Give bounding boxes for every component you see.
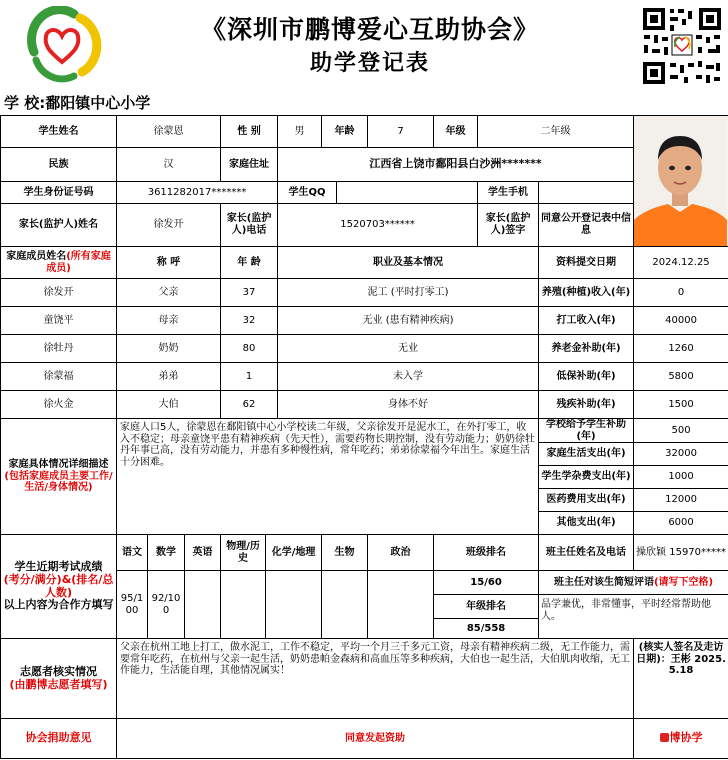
members-header-note: (所有家庭成员) [46, 251, 111, 274]
ethnicity-label: 民族 [1, 148, 117, 182]
member-job[interactable]: 未入学 [278, 363, 539, 391]
org-name [634, 719, 728, 759]
finance-item-value[interactable]: 1500 [634, 391, 728, 419]
finance-item-label: 其他支出(年) [539, 512, 634, 535]
grade-value[interactable]: 二年级 [478, 116, 634, 148]
subject-header: 语文 [117, 535, 148, 571]
finance-item-value[interactable]: 12000 [634, 489, 728, 512]
student-qq-label: 学生QQ [278, 182, 337, 204]
subject-score[interactable] [368, 571, 434, 639]
teacher-eval-note: (请写下空格) [653, 576, 714, 588]
student-id-label: 学生身份证号码 [1, 182, 117, 204]
grade-rank-value[interactable]: 85/558 [434, 619, 539, 639]
member-relation[interactable]: 母亲 [117, 307, 221, 335]
members-header [1, 247, 117, 279]
gender-label: 性 别 [221, 116, 278, 148]
opinion-value[interactable]: 同意发起资助 [117, 719, 634, 759]
verify-signature[interactable]: (核实人签名及走访日期)：王彬 2025.5.18 [634, 639, 728, 719]
student-id-value[interactable]: 3611282017******* [117, 182, 278, 204]
subject-header: 物理/历史 [221, 535, 266, 571]
finance-item-value[interactable]: 1260 [634, 335, 728, 363]
exam-header [1, 535, 117, 639]
gender-value[interactable]: 男 [278, 116, 322, 148]
subject-score[interactable]: 95/100 [117, 571, 148, 639]
qr-code-icon [640, 5, 724, 87]
finance-item-label: 养老金补助(年) [539, 335, 634, 363]
member-job[interactable]: 无业 [278, 335, 539, 363]
finance-item-value[interactable]: 0 [634, 279, 728, 307]
member-relation[interactable]: 大伯 [117, 391, 221, 419]
school-name: 学 校:鄱阳镇中心小学 [4, 94, 151, 112]
guardian-name-label: 家长(监护人)姓名 [1, 203, 117, 246]
finance-item-label: 低保补助(年) [539, 363, 634, 391]
exam-label: 学生近期考试成绩 [14, 560, 103, 574]
teacher-eval-text[interactable]: 品学兼优，非常懂事，平时经常帮助他人。 [539, 595, 728, 639]
member-age[interactable]: 80 [221, 335, 278, 363]
finance-item-value[interactable]: 32000 [634, 443, 728, 466]
form-subtitle: 助学登记表 [309, 50, 430, 76]
finance-item-value[interactable]: 1000 [634, 466, 728, 489]
grade-rank-label: 年级排名 [434, 595, 539, 619]
subject-score[interactable] [221, 571, 266, 639]
association-logo [22, 6, 102, 84]
address-value[interactable]: 江西省上饶市鄱阳县白沙洲******* [278, 148, 634, 182]
student-qq-value[interactable] [337, 182, 478, 204]
job-column-header: 职业及基本情况 [278, 247, 539, 279]
member-name[interactable]: 徐牡丹 [1, 335, 117, 363]
opinion-label: 协会捐助意见 [1, 719, 117, 759]
guardian-sign-value[interactable]: 同意公开登记表中信息 [539, 203, 634, 246]
member-relation[interactable]: 弟弟 [117, 363, 221, 391]
member-name[interactable]: 徐蒙福 [1, 363, 117, 391]
finance-item-label: 学生学杂费支出(年) [539, 466, 634, 489]
teacher-eval-label: 班主任对该生简短评语 [553, 576, 654, 588]
finance-item-label: 家庭生活支出(年) [539, 443, 634, 466]
teacher-eval-header [539, 571, 728, 595]
subject-header: 生物 [322, 535, 368, 571]
volunteer-header [1, 639, 117, 719]
registration-table [0, 115, 728, 759]
exam-note-2: 以上内容为合作方填写 [3, 598, 114, 612]
finance-item-label: 残疾补助(年) [539, 391, 634, 419]
guardian-phone-label: 家长(监护人)电话 [221, 203, 278, 246]
finance-item-label: 医药费用支出(年) [539, 489, 634, 512]
org-name-text: 博协学 [669, 731, 703, 745]
class-rank-label: 班级排名 [434, 535, 539, 571]
age-column-header: 年 龄 [221, 247, 278, 279]
student-name-label: 学生姓名 [1, 116, 117, 148]
age-value[interactable]: 7 [368, 116, 434, 148]
finance-item-label: 学校给予学生补助(年) [539, 419, 634, 443]
age-label: 年龄 [322, 116, 368, 148]
subject-header: 数学 [148, 535, 185, 571]
guardian-phone-value[interactable]: 1520703****** [278, 203, 478, 246]
family-detail-label: 家庭具体情况详细描述 [8, 459, 109, 471]
member-age[interactable]: 32 [221, 307, 278, 335]
subject-header: 政治 [368, 535, 434, 571]
family-detail-note: (包括家庭成员主要工作/生活/身体情况) [4, 470, 113, 494]
submit-date-label: 资料提交日期 [539, 247, 634, 279]
subject-score[interactable] [185, 571, 221, 639]
finance-item-value[interactable]: 500 [634, 419, 728, 443]
class-rank-value[interactable]: 15/60 [434, 571, 539, 595]
volunteer-note: (由鹏博志愿者填写) [9, 677, 108, 691]
member-age[interactable]: 1 [221, 363, 278, 391]
student-name[interactable]: 徐蒙恩 [117, 116, 221, 148]
submit-date-value[interactable]: 2024.12.25 [634, 247, 728, 279]
guardian-sign-label: 家长(监护人)签字 [478, 203, 539, 246]
address-label: 家庭住址 [221, 148, 278, 182]
teacher-label: 班主任姓名及电话 [539, 535, 634, 571]
relation-column-header: 称 呼 [117, 247, 221, 279]
finance-item-value[interactable]: 5800 [634, 363, 728, 391]
finance-item-label: 打工收入(年) [539, 307, 634, 335]
member-age[interactable]: 62 [221, 391, 278, 419]
member-job[interactable]: 身体不好 [278, 391, 539, 419]
subject-header: 英语 [185, 535, 221, 571]
subject-score[interactable]: 92/100 [148, 571, 185, 639]
subject-score[interactable] [322, 571, 368, 639]
member-relation[interactable]: 奶奶 [117, 335, 221, 363]
form-title: 《深圳市鹏博爱心互助协会》 [200, 15, 539, 44]
family-detail-text[interactable]: 家庭人口5人，徐蒙恩在鄱阳镇中心小学校读二年级，父亲徐发开是泥水工，在外打零工，收入不稳定；母亲童饶平患有精神疾病（先天性），需要药物长期控制，没有劳动能力；奶奶徐牡丹年事已高，没有劳动能力，并患有多种慢性病，常年吃药；弟弟徐蒙福今年出生。家庭生活十分困难。 [117, 419, 539, 535]
member-name[interactable]: 徐发开 [1, 279, 117, 307]
student-photo [634, 116, 728, 247]
finance-item-value[interactable]: 40000 [634, 307, 728, 335]
member-name[interactable]: 徐火金 [1, 391, 117, 419]
member-age[interactable]: 37 [221, 279, 278, 307]
members-header-label: 家庭成员姓名 [6, 251, 67, 262]
finance-item-label: 养殖(种植)收入(年) [539, 279, 634, 307]
volunteer-label: 志愿者核实情况 [20, 664, 97, 678]
finance-item-value[interactable]: 6000 [634, 512, 728, 535]
subject-score[interactable] [266, 571, 322, 639]
volunteer-text[interactable]: 父亲在杭州工地上打工，做水泥工，工作不稳定，平均一个月三千多元工资，母亲有精神疾病二级，无工作能力，需要常年吃药，在杭州与父亲一起生活，奶奶患帕金森病和高血压等多种疾病，大伯也一起生活，大伯肌肉收缩，无工作能力，生活能自理，其他情况属实！ [117, 639, 634, 719]
logo-mark-icon [660, 733, 669, 742]
member-job[interactable]: 泥工 (平时打零工) [278, 279, 539, 307]
member-name[interactable]: 童饶平 [1, 307, 117, 335]
member-job[interactable]: 无业 (患有精神疾病) [278, 307, 539, 335]
teacher-value[interactable]: 操欣颖 15970***** [634, 535, 728, 571]
guardian-name-value[interactable]: 徐发开 [117, 203, 221, 246]
subject-header: 化学/地理 [266, 535, 322, 571]
grade-label: 年级 [434, 116, 478, 148]
family-detail-header [1, 419, 117, 535]
student-phone-label: 学生手机 [478, 182, 539, 204]
exam-note: (考分/满分)&(排名/总人数) [3, 572, 114, 599]
ethnicity-value[interactable]: 汉 [117, 148, 221, 182]
member-relation[interactable]: 父亲 [117, 279, 221, 307]
student-phone-value[interactable] [539, 182, 634, 204]
